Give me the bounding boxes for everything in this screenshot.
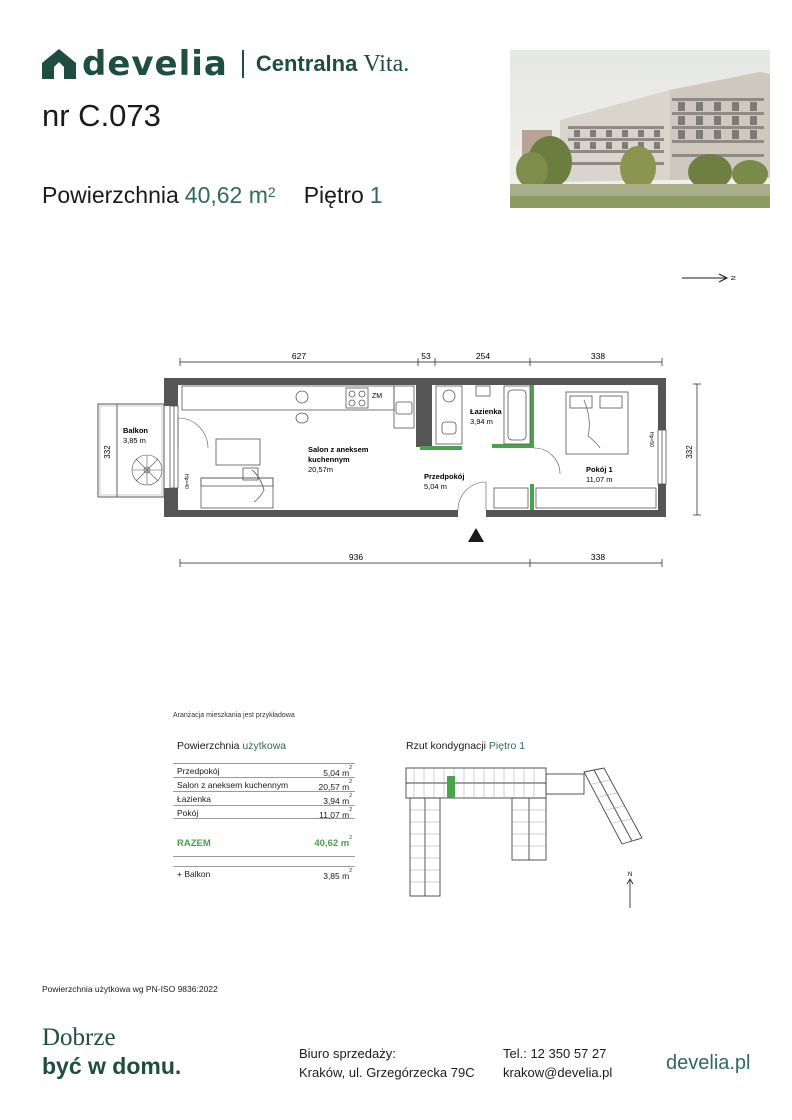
key-plan-north-arrow-icon [627, 879, 633, 908]
highlighted-apartment [447, 776, 455, 798]
row-name: Łazienka [177, 794, 212, 804]
room-przedpokoj-area: 5,04 m [424, 482, 447, 491]
dim-top-1: 627 [291, 351, 307, 361]
row-value: 3,94 $m^2$ [323, 793, 352, 806]
dim-left: 332 [103, 445, 112, 459]
phone-link[interactable]: Tel.: 12 350 57 27 [503, 1046, 607, 1061]
floor-plan-title [406, 740, 525, 752]
slogan-line-1: Dobrze [42, 1024, 116, 1051]
norm-note: Powierzchnia użytkowa wg PN-ISO 9836:2022 [42, 984, 218, 994]
dim-top-3: 254 [475, 351, 491, 361]
north-arrow-icon [682, 274, 727, 282]
slogan-line-2: być w domu. [42, 1053, 182, 1079]
logo-wordmark: develia [82, 44, 228, 84]
project-name-serif: Vita. [363, 51, 410, 77]
area-table [173, 763, 355, 819]
building-render-image [510, 50, 770, 208]
apartment-floor-plan [40, 260, 780, 580]
unit-number: nr C.073 [42, 98, 161, 133]
website-link[interactable]: develia.pl [666, 1052, 751, 1074]
row-value: 5,04 $m^2$ [323, 765, 352, 778]
office-address: Kraków, ul. Grzegórzecka 79C [299, 1065, 475, 1080]
email-link[interactable]: krakow@develia.pl [503, 1065, 613, 1080]
building-floor-key-plan [404, 762, 644, 912]
total-value: 40,62 $m^2$ [314, 835, 352, 850]
room-balkon-name: Balkon [123, 426, 149, 435]
area-unit-exp: 2 [267, 184, 276, 200]
table-row [173, 763, 355, 777]
area-summary [42, 182, 383, 209]
logo-separator [242, 50, 244, 78]
table-row [173, 791, 355, 805]
room-pokoj-area: 11,07 m [586, 475, 613, 484]
project-name: Centralna [255, 51, 358, 76]
dim-bottom-1: 936 [348, 552, 364, 562]
floor-plan-title-main: Rzut kondygnacji [406, 740, 486, 752]
room-salon-name: Salon z aneksem [308, 445, 369, 454]
row-value: 20,57 $m^2$ [318, 779, 352, 792]
total-divider [173, 856, 355, 857]
area-label: Powierzchnia [42, 182, 179, 208]
area-table-title [177, 740, 286, 752]
arrangement-note: Aranżacja mieszkania jest przykładowa [173, 712, 295, 719]
dim-top-4: 338 [590, 351, 606, 361]
fixture-zm: ZM [372, 393, 383, 400]
balcony-value: 3,85 $m^2$ [323, 868, 352, 881]
fixture-hp50: Hp=50 [648, 432, 654, 447]
contact-info [503, 1044, 612, 1082]
row-name: Pokój [177, 808, 199, 818]
row-name: Salon z aneksem kuchennym [177, 780, 289, 790]
area-table-title-main: Powierzchnia [177, 740, 240, 752]
dim-right: 332 [685, 445, 694, 459]
floor-label: Piętro [303, 182, 364, 208]
balcony-row [173, 866, 355, 883]
balcony-label: + Balkon [177, 869, 211, 879]
dim-bottom-2: 338 [590, 552, 606, 562]
key-plan-compass-label: N [628, 872, 633, 878]
room-przedpokoj-name: Przedpokój [424, 472, 465, 481]
room-salon-area: 20,57m [308, 465, 334, 474]
table-row [173, 777, 355, 791]
floor-plan-title-accent: Piętro 1 [488, 740, 526, 752]
room-balkon-area: 3,85 m [123, 436, 146, 445]
office-label: Biuro sprzedaży: [299, 1046, 396, 1061]
sales-office [299, 1044, 475, 1082]
floor-value: 1 [369, 182, 383, 208]
room-lazienka-area: 3,94 m [470, 417, 493, 426]
room-salon-name2: kuchennym [308, 455, 350, 464]
compass-label: N [729, 276, 735, 281]
room-lazienka-name: Łazienka [470, 407, 502, 416]
table-row [173, 805, 355, 819]
area-table-title-accent: użytkowa [242, 740, 287, 752]
fixture-hp40: Hp=40 [183, 474, 189, 489]
dim-top-2: 53 [421, 351, 431, 361]
area-value: 40,62 m [184, 182, 268, 208]
row-value: 11,07 $m^2$ [319, 807, 352, 820]
brand-logo [42, 46, 409, 82]
area-total-row [173, 835, 355, 850]
entrance-arrow-icon [468, 528, 484, 542]
total-label: RAZEM [177, 838, 211, 849]
row-name: Przedpokój [177, 766, 220, 776]
house-logo-icon [42, 49, 76, 79]
room-pokoj-name: Pokój 1 [586, 465, 613, 474]
